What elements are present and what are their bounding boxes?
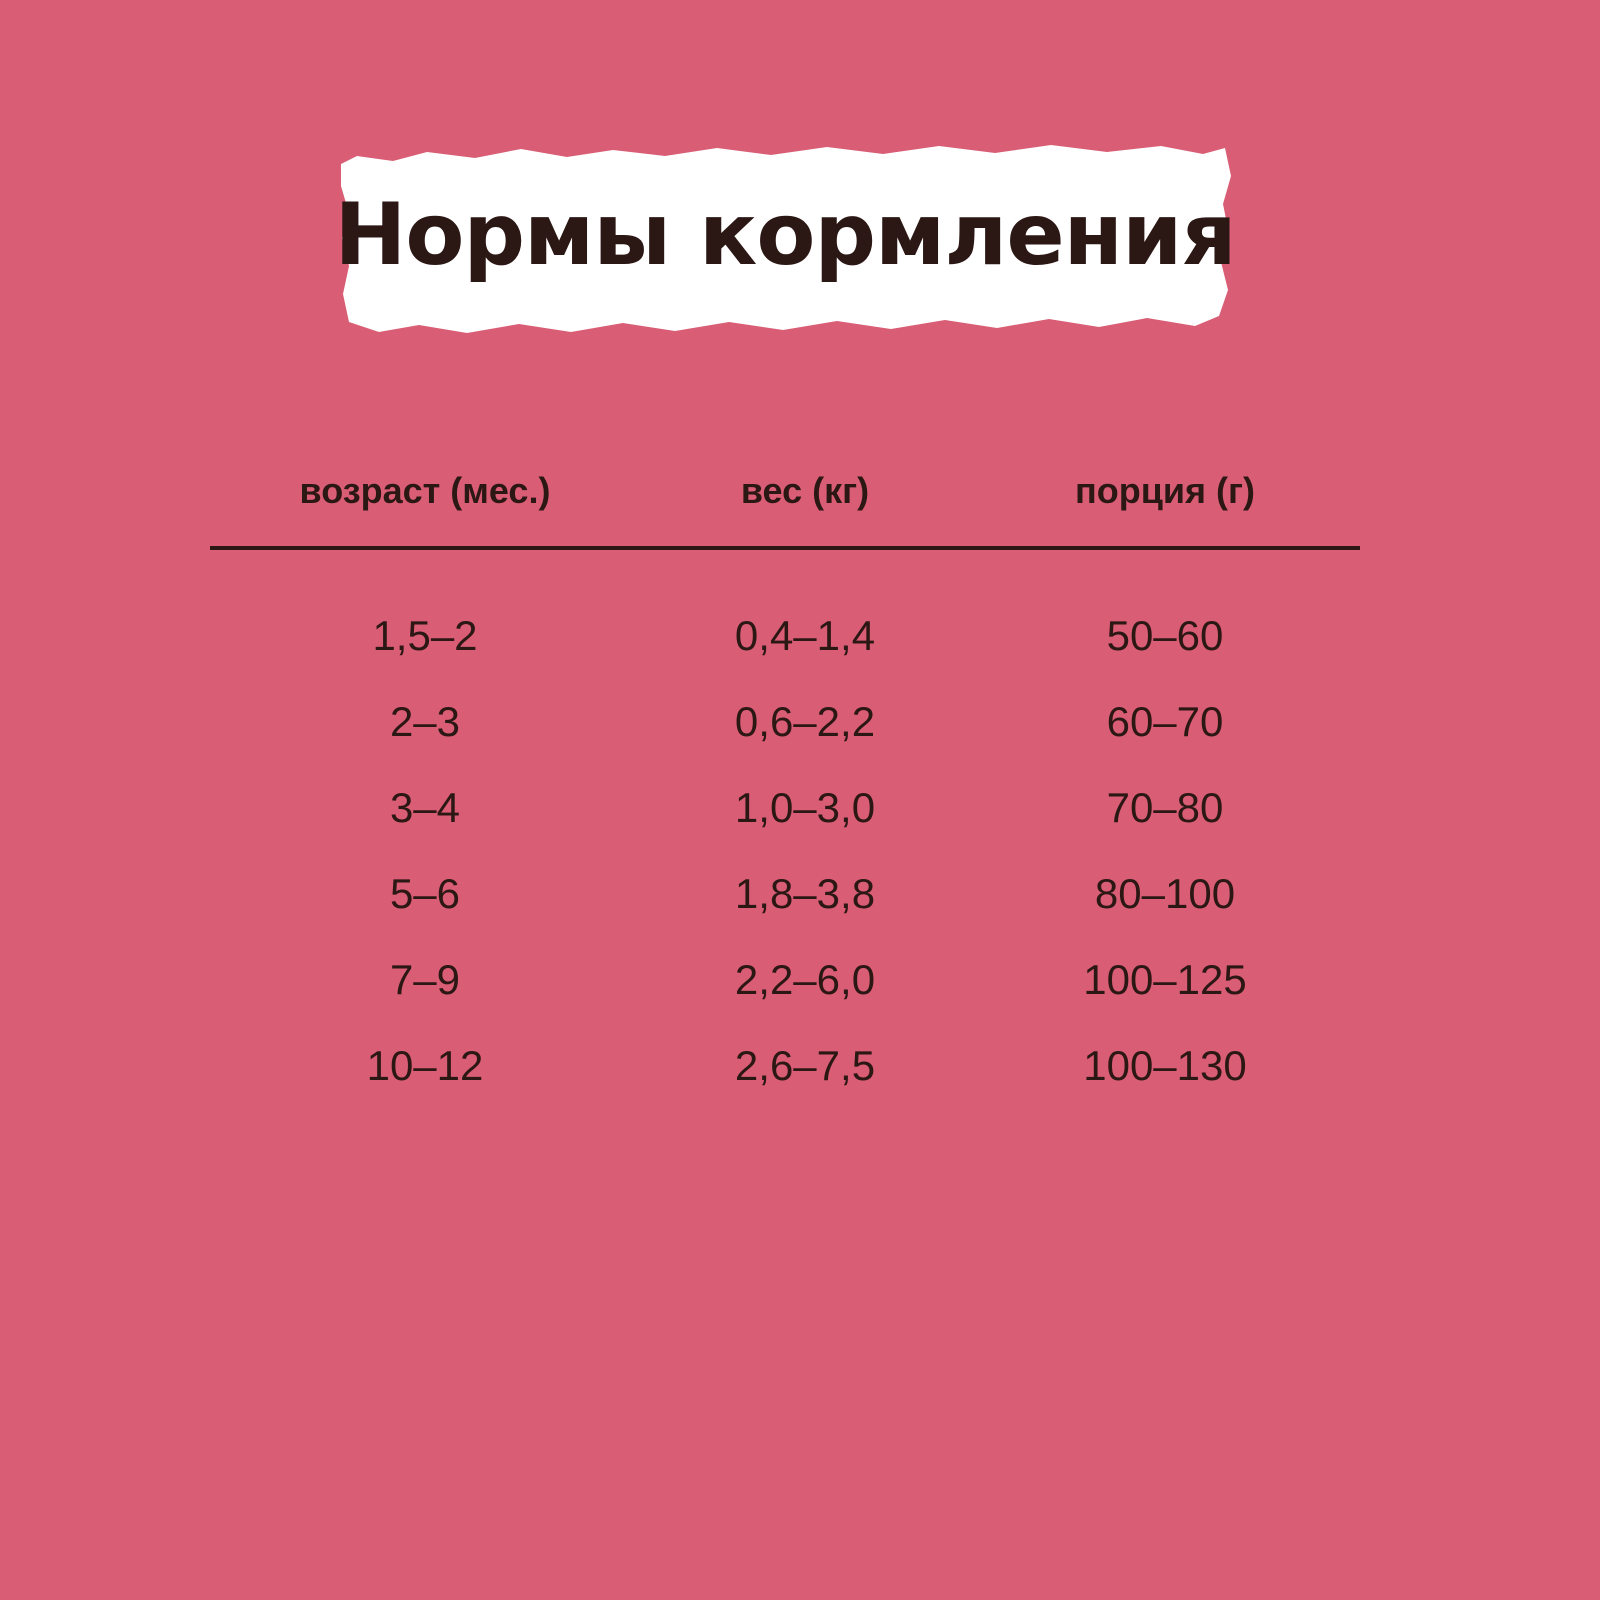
table-row [210,679,1360,765]
cell-age: 1,5–2 [372,612,478,659]
table-row [210,851,1360,937]
cell-age: 7–9 [389,956,461,1003]
cell-portion: 50–60 [1106,612,1224,659]
cell-weight: 0,4–1,4 [734,612,876,659]
table-row [210,1023,1360,1109]
cell-weight: 0,6–2,2 [734,698,876,745]
column-header-age: возраст (мес.) [299,470,551,511]
title-banner [335,130,1235,340]
column-header-weight: вес (кг) [740,470,870,511]
table-row [210,937,1360,1023]
feeding-table-container [210,470,1360,1109]
cell-weight: 1,0–3,0 [734,784,876,831]
cell-portion: 100–130 [1083,1042,1247,1089]
cell-weight: 2,2–6,0 [734,956,876,1003]
table-header [210,470,1360,548]
cell-portion: 100–125 [1083,956,1247,1003]
table-row [210,548,1360,679]
cell-age: 2–3 [389,698,461,745]
page-title: Нормы кормления [334,185,1236,285]
cell-portion: 60–70 [1106,698,1224,745]
cell-age: 10–12 [366,1042,484,1089]
table-header-row [210,470,1360,548]
cell-age: 5–6 [389,870,461,917]
cell-weight: 2,6–7,5 [734,1042,876,1089]
cell-portion: 80–100 [1094,870,1236,917]
cell-portion: 70–80 [1106,784,1224,831]
cell-age: 3–4 [389,784,461,831]
column-header-portion: порция (г) [1075,470,1255,511]
feeding-table [210,470,1360,1109]
table-body [210,548,1360,1109]
table-row [210,765,1360,851]
cell-weight: 1,8–3,8 [734,870,876,917]
